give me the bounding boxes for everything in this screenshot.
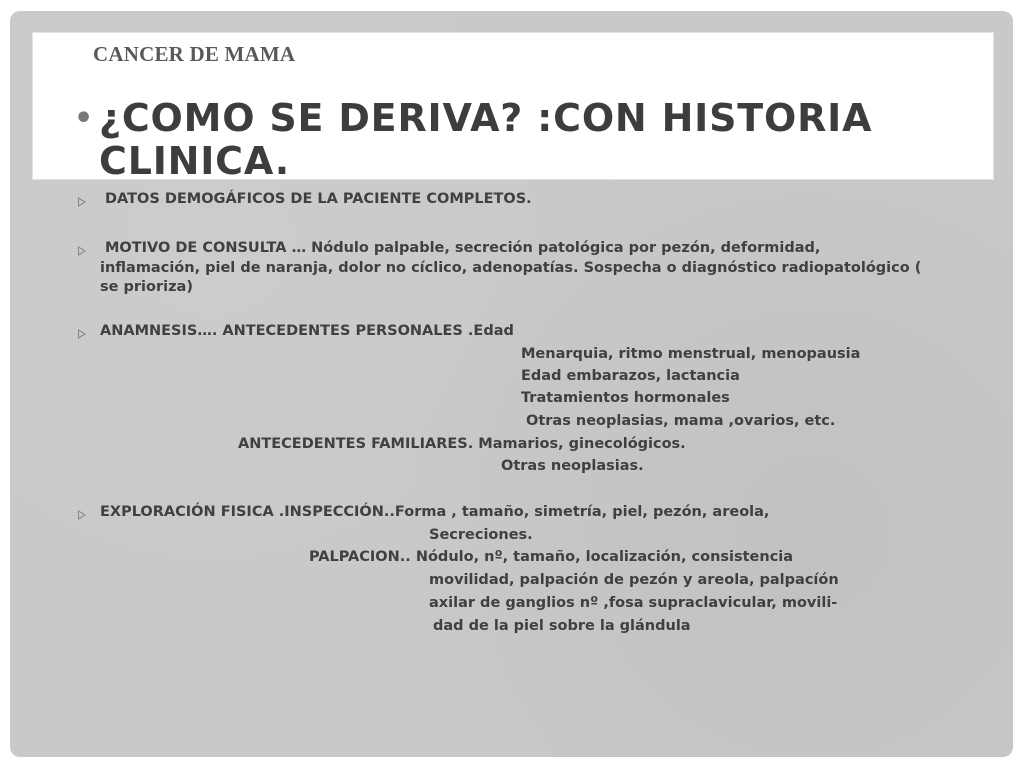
arrow-bullet-icon bbox=[78, 246, 86, 256]
datos-demograficos-line: DATOS DEMOGÁFICOS DE LA PACIENTE COMPLETOS. bbox=[105, 191, 532, 207]
palpacion-heading: PALPACION.. Nódulo, nº, tamaño, localización, consistencia bbox=[309, 549, 794, 565]
arrow-bullet-icon bbox=[78, 329, 86, 339]
antecedentes-familiares-line: ANTECEDENTES FAMILIARES. Mamarios, ginecológicos. bbox=[238, 436, 686, 452]
antecedente-personal-line: Tratamientos hormonales bbox=[521, 390, 730, 406]
motivo-line-2: inflamación, piel de naranja, dolor no cíclico, adenopatías. Sospecha o diagnóstico radiopatológico ( bbox=[100, 260, 922, 276]
arrow-bullet-icon bbox=[78, 197, 86, 207]
palpacion-line: movilidad, palpación de pezón y areola, palpacíón bbox=[429, 572, 839, 588]
arrow-bullet-icon bbox=[78, 510, 86, 520]
exploracion-secreciones: Secreciones. bbox=[429, 527, 533, 543]
motivo-line-1: MOTIVO DE CONSULTA … Nódulo palpable, secreción patológica por pezón, deformidad, bbox=[105, 240, 821, 256]
anamnesis-heading: ANAMNESIS…. ANTECEDENTES PERSONALES .Edad bbox=[100, 323, 514, 339]
palpacion-line: axilar de ganglios nº ,fosa supraclavicular, movili- bbox=[429, 595, 838, 611]
motivo-line-3: se prioriza) bbox=[100, 279, 193, 295]
slide bbox=[10, 11, 1013, 757]
antecedente-personal-line: Edad embarazos, lactancia bbox=[521, 368, 740, 384]
exploracion-heading: EXPLORACIÓN FISICA .INSPECCIÓN..Forma , tamaño, simetría, piel, pezón, areola, bbox=[100, 504, 770, 520]
slide-title-text: ¿COMO SE DERIVA? :CON HISTORIA CLINICA. bbox=[99, 96, 873, 183]
palpacion-line: dad de la piel sobre la glándula bbox=[433, 618, 691, 634]
title-bullet: • bbox=[74, 101, 94, 136]
antecedentes-familiares-extra: Otras neoplasias. bbox=[501, 458, 644, 474]
antecedente-personal-line: Otras neoplasias, mama ,ovarios, etc. bbox=[526, 413, 836, 429]
slide-content bbox=[10, 11, 1013, 757]
slide-subtitle: CANCER DE MAMA bbox=[93, 42, 296, 66]
antecedente-personal-line: Menarquia, ritmo menstrual, menopausia bbox=[521, 346, 861, 362]
